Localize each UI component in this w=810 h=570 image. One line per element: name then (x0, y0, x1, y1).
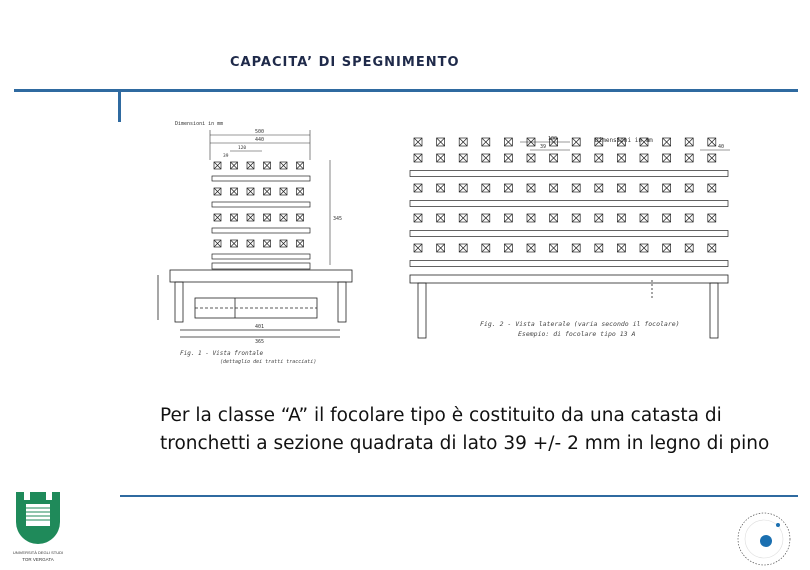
fig2-caption-line1: Fig. 2 - Vista laterale (varia secondo il focolare) (480, 320, 680, 328)
body-paragraph: Per la classe “A” il focolare tipo è costituito da una catasta di tronchetti a sezione quadrata di lato 39 +/- 2 mm in legno di pino (160, 405, 770, 454)
fig2-dim-header: Dimensioni in mm (595, 137, 653, 144)
logo-left-text1: UNIVERSITÀ DEGLI STUDI (12, 550, 64, 555)
inaf-logo-icon (728, 505, 800, 569)
crib-side-layers (410, 138, 728, 267)
bottom-divider (120, 495, 798, 497)
figure-side-view (400, 130, 740, 350)
logo-left-text2: TOR VERGATA (22, 557, 54, 562)
top-divider (14, 89, 798, 92)
fig2-dim-c: 40 (718, 144, 725, 150)
fig1-dim-a: 120 (238, 146, 247, 151)
crib-front-layers (212, 162, 310, 269)
fig1-caption-line2: (dettaglio dei tratti tracciati) (220, 359, 317, 365)
fig1-dim-side: 345 (333, 216, 343, 222)
fig1-dim-top2: 440 (255, 137, 265, 143)
top-divider-tick (118, 90, 121, 122)
fig1-dim-b: 39 (223, 154, 229, 159)
university-logo-icon (12, 488, 64, 566)
fig1-dim-top1: 500 (255, 129, 265, 135)
fig2-caption-line2: Esempio: di focolare tipo 13 A (518, 330, 636, 338)
slide-title: CAPACITA’ DI SPEGNIMENTO (230, 55, 460, 70)
fig2-dim-b: 39 (540, 144, 547, 150)
figure-front-view (150, 115, 360, 370)
fig1-dim-bottom1: 401 (255, 324, 265, 330)
fig1-dim-header: Dimensioni in mm (175, 121, 224, 127)
fig1-dim-bottom2: 365 (255, 339, 265, 345)
fig1-caption-line1: Fig. 1 - Vista frontale (180, 350, 264, 357)
fig2-dim-a: 100 (548, 136, 558, 142)
